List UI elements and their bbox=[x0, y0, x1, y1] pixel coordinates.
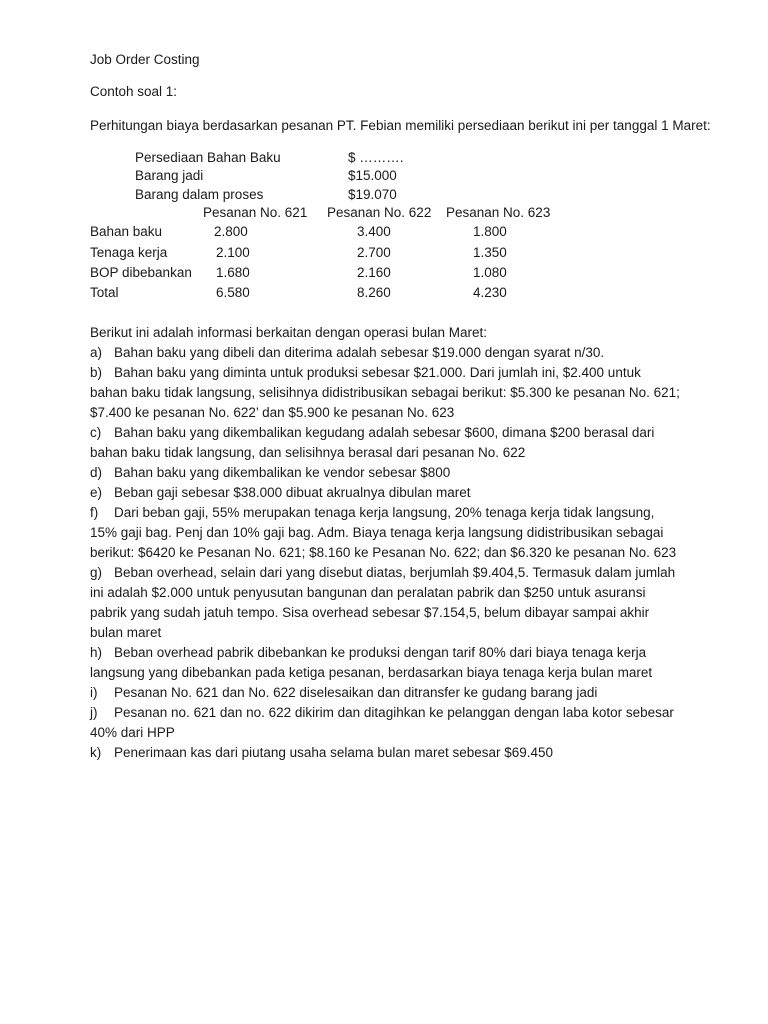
table-row-label: Total bbox=[90, 285, 119, 300]
list-item-label: g) bbox=[90, 565, 103, 580]
list-item-text: Beban overhead, selain dari yang disebut diatas, berjumlah $9.404,5. Termasuk dalam jumlah ini adalah $2.000 untuk penyusutan bangunan dan peralatan pabrik dan $250 untuk asuransi pabrik yang sudah jatuh tempo. Sisa overhead sebesar $7.154,5, belum dibayar sampai akhir bulan maret bbox=[90, 565, 676, 640]
table-cell: 2.100 bbox=[216, 245, 250, 260]
list-item-text: Bahan baku yang dikembalikan kegudang adalah sebesar $600, dimana $200 berasal dari bahan baku tidak langsung, dan selisihnya berasal dari pesanan No. 622 bbox=[90, 425, 655, 460]
table-cell: 2.700 bbox=[357, 245, 391, 260]
list-item-text: Bahan baku yang dibeli dan diterima adalah sebesar $19.000 dengan syarat n/30. bbox=[114, 345, 605, 360]
table-cell: 8.260 bbox=[357, 285, 391, 300]
table-row-label: Bahan baku bbox=[90, 224, 163, 239]
list-item-text: Dari beban gaji, 55% merupakan tenaga kerja langsung, 20% tenaga kerja tidak langsung, 15% gaji bag. Penj dan 10% gaji bag. Adm. Biaya tenaga kerja langsung didistribusikan sebagai berikut: $6420 ke Pesanan No. 621; $8.160 ke Pesanan No. 622; dan $6.320 ke pesanan No. 623 bbox=[90, 505, 677, 560]
table-cell: 3.400 bbox=[357, 224, 391, 239]
list-item-label: d) bbox=[90, 465, 103, 480]
table-cell: 4.230 bbox=[473, 285, 507, 300]
list-item-h bbox=[90, 643, 680, 683]
intro-paragraph: Perhitungan biaya berdasarkan pesanan PT. Febian memiliki persediaan berikut ini per tanggal 1 Maret: bbox=[90, 118, 711, 133]
document-title: Job Order Costing bbox=[90, 52, 200, 67]
info-intro: Berikut ini adalah informasi berkaitan dengan operasi bulan Maret: bbox=[90, 325, 487, 340]
list-item-label: i) bbox=[90, 685, 98, 700]
table-row-label: BOP dibebankan bbox=[90, 265, 192, 280]
list-item-text: Pesanan No. 621 dan No. 622 diselesaikan dan ditransfer ke gudang barang jadi bbox=[114, 685, 598, 700]
list-item-a bbox=[90, 343, 680, 363]
info-list bbox=[90, 343, 680, 763]
list-item-text: Bahan baku yang diminta untuk produksi sebesar $21.000. Dari jumlah ini, $2.400 untuk bahan baku tidak langsung, selisihnya didistribusikan sebagai berikut: $5.300 ke pesanan No. 621; $7.400 ke pesanan No. 622’ dan $5.900 ke pesanan No. 623 bbox=[90, 365, 680, 420]
inventory-value-barang-dalam-proses: $19.070 bbox=[348, 187, 397, 202]
document-subtitle: Contoh soal 1: bbox=[90, 84, 178, 99]
table-cell: 1.800 bbox=[473, 224, 507, 239]
table-cell: 1.080 bbox=[473, 265, 507, 280]
table-cell: 1.680 bbox=[216, 265, 250, 280]
table-cell: 2.160 bbox=[357, 265, 391, 280]
list-item-k bbox=[90, 743, 680, 763]
list-item-text: Beban overhead pabrik dibebankan ke produksi dengan tarif 80% dari biaya tenaga kerja langsung yang dibebankan pada ketiga pesanan, berdasarkan biaya tenaga kerja bulan maret bbox=[90, 645, 653, 680]
list-item-text: Pesanan no. 621 dan no. 622 dikirim dan ditagihkan ke pelanggan dengan laba kotor sebesar 40% dari HPP bbox=[90, 705, 674, 740]
list-item-c bbox=[90, 423, 680, 463]
list-item-label: j) bbox=[90, 705, 98, 720]
table-row-label: Tenaga kerja bbox=[90, 245, 168, 260]
table-header-621: Pesanan No. 621 bbox=[203, 205, 308, 220]
table-header-623: Pesanan No. 623 bbox=[446, 205, 551, 220]
list-item-j bbox=[90, 703, 680, 743]
list-item-text: Beban gaji sebesar $38.000 dibuat akrualnya dibulan maret bbox=[114, 485, 471, 500]
list-item-g bbox=[90, 563, 680, 643]
inventory-label-bahan-baku: Persediaan Bahan Baku bbox=[135, 150, 281, 165]
table-header-622: Pesanan No. 622 bbox=[327, 205, 432, 220]
list-item-label: c) bbox=[90, 425, 102, 440]
list-item-f bbox=[90, 503, 680, 563]
list-item-label: a) bbox=[90, 345, 103, 360]
list-item-text: Bahan baku yang dikembalikan ke vendor sebesar $800 bbox=[114, 465, 451, 480]
list-item-label: h) bbox=[90, 645, 103, 660]
list-item-label: b) bbox=[90, 365, 103, 380]
list-item-b bbox=[90, 363, 680, 423]
inventory-value-barang-jadi: $15.000 bbox=[348, 168, 397, 183]
table-cell: 2.800 bbox=[214, 224, 248, 239]
table-cell: 6.580 bbox=[216, 285, 250, 300]
list-item-label: f) bbox=[90, 505, 99, 520]
list-item-i bbox=[90, 683, 680, 703]
inventory-label-barang-dalam-proses: Barang dalam proses bbox=[135, 187, 264, 202]
inventory-label-barang-jadi: Barang jadi bbox=[135, 168, 204, 183]
list-item-text: Penerimaan kas dari piutang usaha selama bulan maret sebesar $69.450 bbox=[114, 745, 554, 760]
list-item-d bbox=[90, 463, 680, 483]
list-item-label: k) bbox=[90, 745, 102, 760]
inventory-value-bahan-baku: $ ………. bbox=[348, 150, 404, 165]
list-item-label: e) bbox=[90, 485, 103, 500]
table-cell: 1.350 bbox=[473, 245, 507, 260]
list-item-e bbox=[90, 483, 680, 503]
